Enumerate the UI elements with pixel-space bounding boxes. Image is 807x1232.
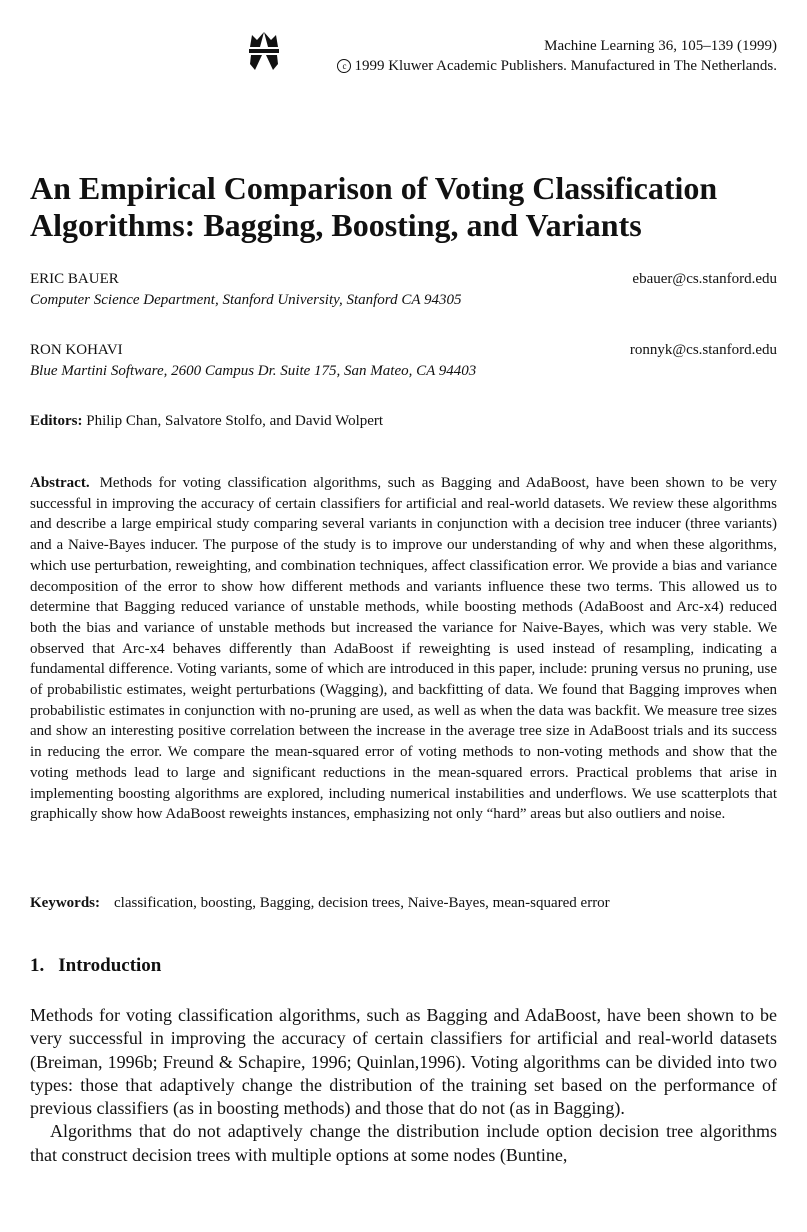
journal-header	[337, 36, 777, 76]
copyright-text: 1999 Kluwer Academic Publishers. Manufactured in The Netherlands.	[354, 58, 777, 74]
editors-names: Philip Chan, Salvatore Stolfo, and David Wolpert	[86, 413, 384, 429]
section-number: 1.	[30, 955, 45, 976]
copyright-icon: c	[337, 59, 351, 73]
section-body	[30, 1004, 777, 1167]
publisher-logo-icon	[246, 30, 282, 72]
paragraph: Methods for voting classification algorithms, such as Bagging and AdaBoost, have been shown to be very successful in improving the accuracy of certain classifiers for artificial and real-world datasets (Breiman, 1996b; Freund & Schapire, 1996; Quinlan,1996). Voting algorithms can be divided into two types: those that adaptively change the distribution of the training set based on the performance of previous classifiers (as in boosting methods) and those that do not (as in Bagging).	[30, 1005, 777, 1119]
author-block-1	[30, 269, 777, 311]
author-name: RON KOHAVI	[30, 342, 123, 358]
paper-title-line-1: An Empirical Comparison of Voting Classification	[30, 170, 718, 206]
author-email: ronnyk@cs.stanford.edu	[629, 342, 777, 358]
abstract	[30, 473, 777, 825]
paper-title	[30, 170, 790, 244]
keywords-text: classification, boosting, Bagging, decision trees, Naive-Bayes, mean-squared error	[114, 895, 610, 911]
section-heading	[30, 954, 161, 978]
paragraph: Algorithms that do not adaptively change the distribution include option decision tree algorithms that construct decision trees with multiple options at some nodes (Buntine,	[30, 1121, 777, 1165]
abstract-text: Methods for voting classification algorithms, such as Bagging and AdaBoost, have been shown to be very successful in improving the accuracy of certain classifiers for artificial and real-world datasets. We review these algorithms and describe a large empirical study comparing several variants in conjunction with a decision tree inducer (three variants) and a Naive-Bayes inducer. The purpose of the study is to improve our understanding of why and when these algorithms, which use perturbation, reweighting, and combination techniques, affect classification error. We provide a bias and variance decomposition of the error to show how different methods and variants influence these two terms. This allowed us to determine that Bagging reduced variance of unstable methods, while boosting methods (AdaBoost and Arc-x4) reduced both the bias and variance of unstable methods but increased the variance for Naive-Bayes, which was very stable. We observed that Arc-x4 behaves differently than AdaBoost if reweighting is used instead of resampling, indicating a fundamental difference. Voting variants, some of which are introduced in this paper, include: pruning versus no pruning, use of probabilistic estimates, weight perturbations (Wagging), and backfitting of data. We found that Bagging improves when probabilistic estimates in conjunction with no-pruning are used, as well as when the data was backfit. We measure tree sizes and show an interesting positive correlation between the increase in the average tree size in AdaBoost trials and its success in reducing the error. We compare the mean-squared error of voting methods to non-voting methods and show that the voting methods lead to large and significant reductions in the mean-squared errors. Practical problems that arise in implementing boosting algorithms are explored, including numerical instabilities and underflows. We use scatterplots that graphically show how AdaBoost reweights instances, emphasizing not only “hard” areas but also outliers and noise.	[30, 475, 777, 823]
author-affiliation: Blue Martini Software, 2600 Campus Dr. Suite 175, San Mateo, CA 94403	[30, 363, 477, 379]
copyright-line	[337, 56, 777, 76]
editors-label: Editors:	[30, 413, 83, 429]
section-title: Introduction	[58, 955, 162, 976]
author-email: ebauer@cs.stanford.edu	[632, 271, 777, 287]
editors-line	[30, 411, 383, 431]
author-block-2	[30, 340, 777, 382]
abstract-label: Abstract.	[30, 475, 90, 491]
journal-citation: Machine Learning 36, 105–139 (1999)	[544, 38, 777, 54]
keywords-line	[30, 893, 610, 913]
keywords-label: Keywords:	[30, 895, 100, 911]
author-affiliation: Computer Science Department, Stanford University, Stanford CA 94305	[30, 292, 462, 308]
paper-title-line-2: Algorithms: Bagging, Boosting, and Variants	[30, 207, 642, 243]
author-name: ERIC BAUER	[30, 271, 119, 287]
